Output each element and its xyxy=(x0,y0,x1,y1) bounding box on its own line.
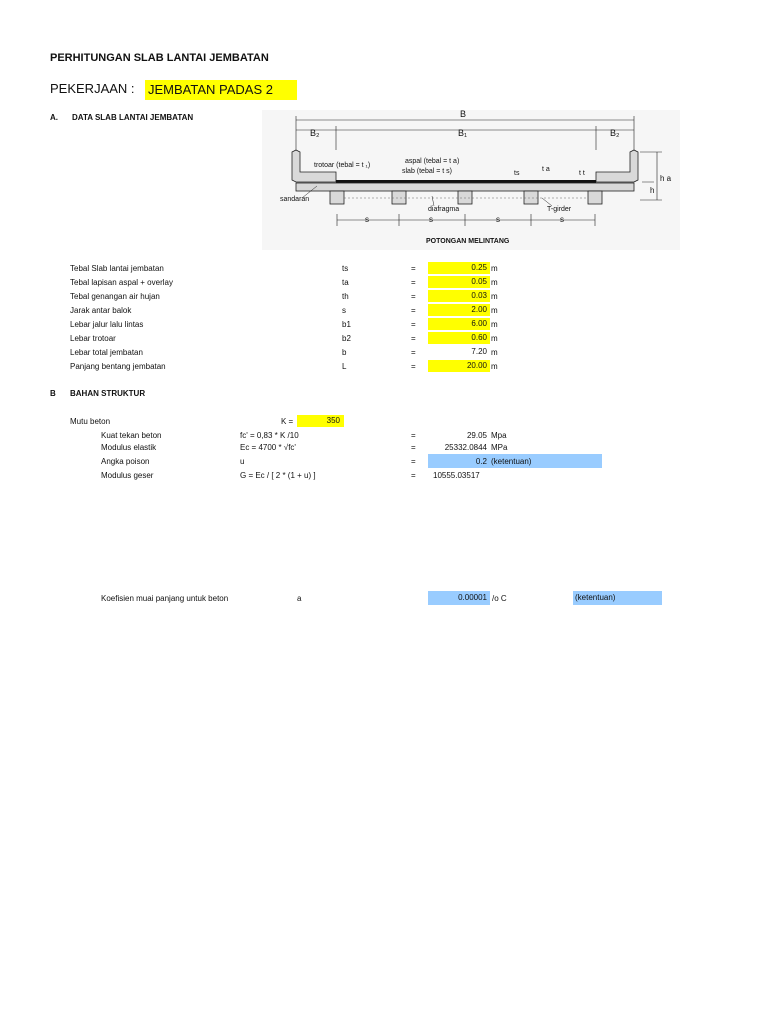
row-label: Kuat tekan beton xyxy=(101,431,162,440)
diagram-label-tt: t t xyxy=(579,170,585,177)
diagram-label-h: h xyxy=(650,186,655,195)
row-symbol: L xyxy=(342,362,347,371)
row-value-cell[interactable]: 2.00 xyxy=(428,304,490,316)
row-equals: = xyxy=(411,306,416,315)
koef-unit: /o C xyxy=(492,594,507,603)
bridge-cross-section-diagram xyxy=(262,110,680,250)
k-value-cell[interactable]: 350 xyxy=(297,415,344,427)
row-equals: = xyxy=(411,264,416,273)
row-value-cell[interactable]: 0.03 xyxy=(428,290,490,302)
row-value-cell[interactable]: 10555.03517 xyxy=(433,471,480,480)
row-unit: MPa xyxy=(491,443,508,452)
mutu-beton-label: Mutu beton xyxy=(70,417,111,426)
row-symbol: b2 xyxy=(342,334,351,343)
row-label: Tebal Slab lantai jembatan xyxy=(70,264,164,273)
section-b-number: B xyxy=(50,389,56,398)
page-title: PERHITUNGAN SLAB LANTAI JEMBATAN xyxy=(50,52,269,64)
row-unit: (ketentuan) xyxy=(491,457,532,466)
koef-note-cell: (ketentuan) xyxy=(573,591,662,605)
row-label: Tebal lapisan aspal + overlay xyxy=(70,278,173,287)
row-value-cell[interactable]: 7.20 xyxy=(471,347,487,356)
diagram-label-s: s xyxy=(365,215,369,224)
row-formula: G = Ec / [ 2 * (1 + u) ] xyxy=(240,471,316,480)
row-equals: = xyxy=(411,471,416,480)
diagram-label-B1: B₁ xyxy=(458,128,468,138)
row-unit: m xyxy=(491,292,498,301)
koef-label: Koefisien muai panjang untuk beton xyxy=(101,594,229,603)
diagram-caption: POTONGAN MELINTANG xyxy=(426,238,510,245)
diagram-label-slab: slab (tebal = t s) xyxy=(402,168,452,175)
row-formula: Ec = 4700 * √fc' xyxy=(240,443,296,452)
diagram-label-tgirder: T-girder xyxy=(547,206,572,213)
row-equals: = xyxy=(411,443,416,452)
row-unit: m xyxy=(491,264,498,273)
k-label: K = xyxy=(281,417,294,426)
diagram-label-aspal: aspal (tebal = t a) xyxy=(405,158,460,165)
row-label: Lebar total jembatan xyxy=(70,348,143,357)
row-value-cell[interactable]: 0.25 xyxy=(428,262,490,274)
row-symbol: b1 xyxy=(342,320,351,329)
row-formula: u xyxy=(240,457,245,466)
row-symbol: ts xyxy=(342,264,349,273)
pekerjaan-label: PEKERJAAN : xyxy=(50,81,135,96)
row-value-cell[interactable]: 0.60 xyxy=(428,332,490,344)
row-equals: = xyxy=(411,348,416,357)
row-unit: m xyxy=(491,362,498,371)
row-label: Angka poison xyxy=(101,457,150,466)
diagram-label-ta: t a xyxy=(542,166,550,173)
row-unit: m xyxy=(491,306,498,315)
row-value-cell[interactable]: 0.2 xyxy=(475,457,487,466)
diagram-label-B2-left: B₂ xyxy=(310,128,320,138)
diagram-label-diafragma: diafragma xyxy=(428,206,460,213)
row-equals: = xyxy=(411,292,416,301)
diagram-label-sandaran: sandaran xyxy=(280,196,310,203)
section-b-title: BAHAN STRUKTUR xyxy=(70,389,146,398)
row-equals: = xyxy=(411,362,416,371)
row-symbol: s xyxy=(342,306,346,315)
diagram-label-s: s xyxy=(496,215,500,224)
row-label: Tebal genangan air hujan xyxy=(70,292,160,301)
row-symbol: ta xyxy=(342,278,349,287)
row-value-cell[interactable]: 20.00 xyxy=(428,360,490,372)
row-label: Modulus elastik xyxy=(101,443,157,452)
row-value-cell[interactable]: 25332.0844 xyxy=(444,443,487,452)
row-unit: m xyxy=(491,348,498,357)
diagram-label-ts: ts xyxy=(514,170,520,177)
koef-symbol: a xyxy=(297,594,302,603)
row-unit: m xyxy=(491,278,498,287)
row-symbol: b xyxy=(342,348,347,357)
row-symbol: th xyxy=(342,292,349,301)
row-label: Panjang bentang jembatan xyxy=(70,362,166,371)
row-label: Jarak antar balok xyxy=(70,306,132,315)
row-equals: = xyxy=(411,431,416,440)
row-equals: = xyxy=(411,457,416,466)
row-equals: = xyxy=(411,320,416,329)
section-a-title: DATA SLAB LANTAI JEMBATAN xyxy=(72,113,194,122)
diagram-label-trotoar: trotoar (tebal = t ₁) xyxy=(314,162,371,169)
diagram-label-B2-right: B₂ xyxy=(610,128,620,138)
section-a-number: A. xyxy=(50,113,58,122)
diagram-label-ha: h a xyxy=(660,174,672,183)
row-value-cell[interactable]: 6.00 xyxy=(428,318,490,330)
row-unit: Mpa xyxy=(491,431,507,440)
row-formula: fc' = 0,83 * K /10 xyxy=(240,431,299,440)
row-label: Lebar jalur lalu lintas xyxy=(70,320,144,329)
row-equals: = xyxy=(411,334,416,343)
diagram-label-s: s xyxy=(429,215,433,224)
row-label: Modulus geser xyxy=(101,471,154,480)
row-equals: = xyxy=(411,278,416,287)
row-unit: m xyxy=(491,334,498,343)
row-label: Lebar trotoar xyxy=(70,334,116,343)
row-unit: m xyxy=(491,320,498,329)
koef-value-cell[interactable]: 0.00001 xyxy=(428,591,490,605)
row-value-cell[interactable]: 29.05 xyxy=(466,431,487,440)
pekerjaan-value-cell[interactable]: JEMBATAN PADAS 2 xyxy=(145,80,297,100)
row-value-cell[interactable]: 0.05 xyxy=(428,276,490,288)
diagram-label-B: B xyxy=(460,109,467,119)
diagram-label-s: s xyxy=(560,215,564,224)
